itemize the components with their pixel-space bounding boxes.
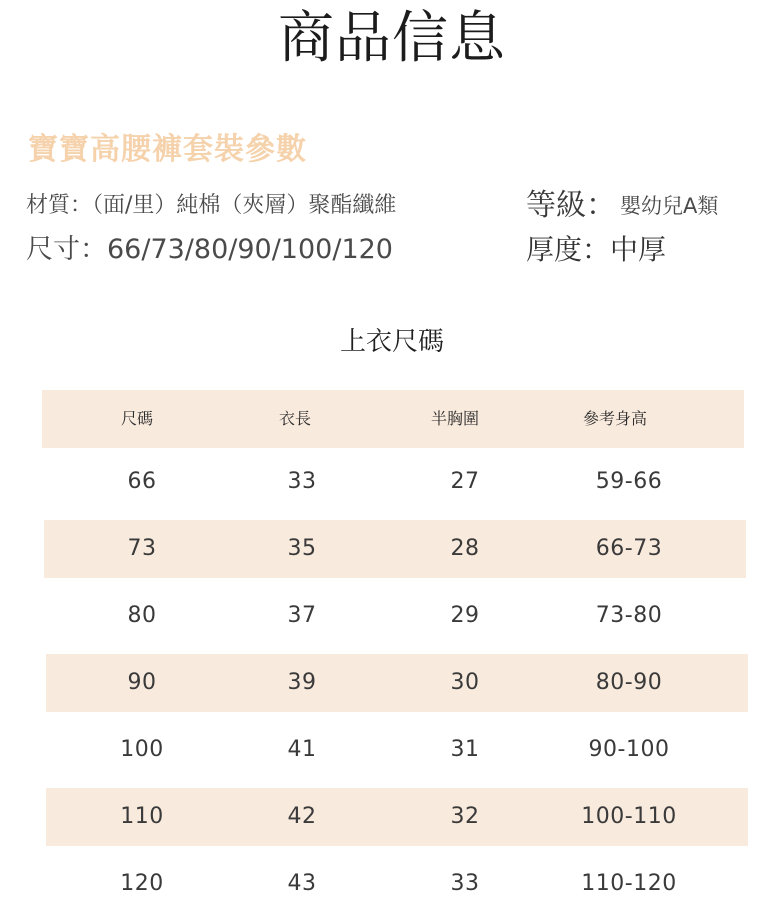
cell-reference-height: 59-66 (595, 469, 663, 494)
grade-value: 嬰幼兒A類 (620, 194, 719, 218)
cell-size: 110 (120, 804, 164, 829)
table-row (46, 654, 748, 712)
page-title: 商品信息 (278, 6, 506, 71)
cell-size: 120 (120, 871, 164, 896)
cell-reference-height: 90-100 (588, 737, 670, 762)
cell-reference-height: 73-80 (595, 603, 663, 628)
table-row (42, 587, 744, 645)
cell-half-chest: 31 (450, 737, 480, 762)
cell-reference-height: 110-120 (581, 871, 677, 896)
grade-spec (526, 186, 718, 226)
cell-length: 41 (287, 737, 317, 762)
cell-half-chest: 33 (450, 871, 480, 896)
grade-label: 等級： (526, 188, 616, 223)
cell-length: 37 (287, 603, 317, 628)
cell-length: 35 (287, 536, 317, 561)
table-row (46, 788, 748, 846)
cell-length: 43 (287, 871, 317, 896)
table-row (42, 453, 744, 511)
cell-reference-height: 66-73 (595, 536, 663, 561)
material-spec: 材質：（面/里）純棉（夾層）聚酯纖維 (26, 193, 397, 218)
header-length: 衣長 (278, 409, 311, 428)
cell-half-chest: 30 (450, 670, 480, 695)
header-reference-height: 參考身高 (582, 409, 647, 428)
parameters-heading: 寶寶高腰褲套裝參數 (28, 132, 307, 167)
table-header-row (42, 390, 744, 448)
header-size: 尺碼 (120, 409, 153, 428)
table-row (42, 721, 744, 779)
cell-half-chest: 29 (450, 603, 480, 628)
thickness-spec: 厚度：中厚 (526, 233, 667, 266)
table-row (44, 520, 746, 578)
size-spec: 尺寸：66/73/80/90/100/120 (26, 234, 393, 265)
cell-size: 66 (127, 469, 157, 494)
cell-size: 100 (120, 737, 164, 762)
cell-half-chest: 27 (450, 469, 480, 494)
cell-half-chest: 32 (450, 804, 480, 829)
cell-size: 90 (127, 670, 157, 695)
table-row (42, 855, 744, 913)
cell-size: 80 (127, 603, 157, 628)
cell-half-chest: 28 (450, 536, 480, 561)
header-half-chest: 半胸圍 (430, 409, 479, 428)
cell-length: 33 (287, 469, 317, 494)
cell-reference-height: 80-90 (595, 670, 663, 695)
cell-length: 39 (287, 670, 317, 695)
cell-length: 42 (287, 804, 317, 829)
cell-size: 73 (127, 536, 157, 561)
cell-reference-height: 100-110 (581, 804, 677, 829)
size-table-title: 上衣尺碼 (339, 327, 444, 357)
